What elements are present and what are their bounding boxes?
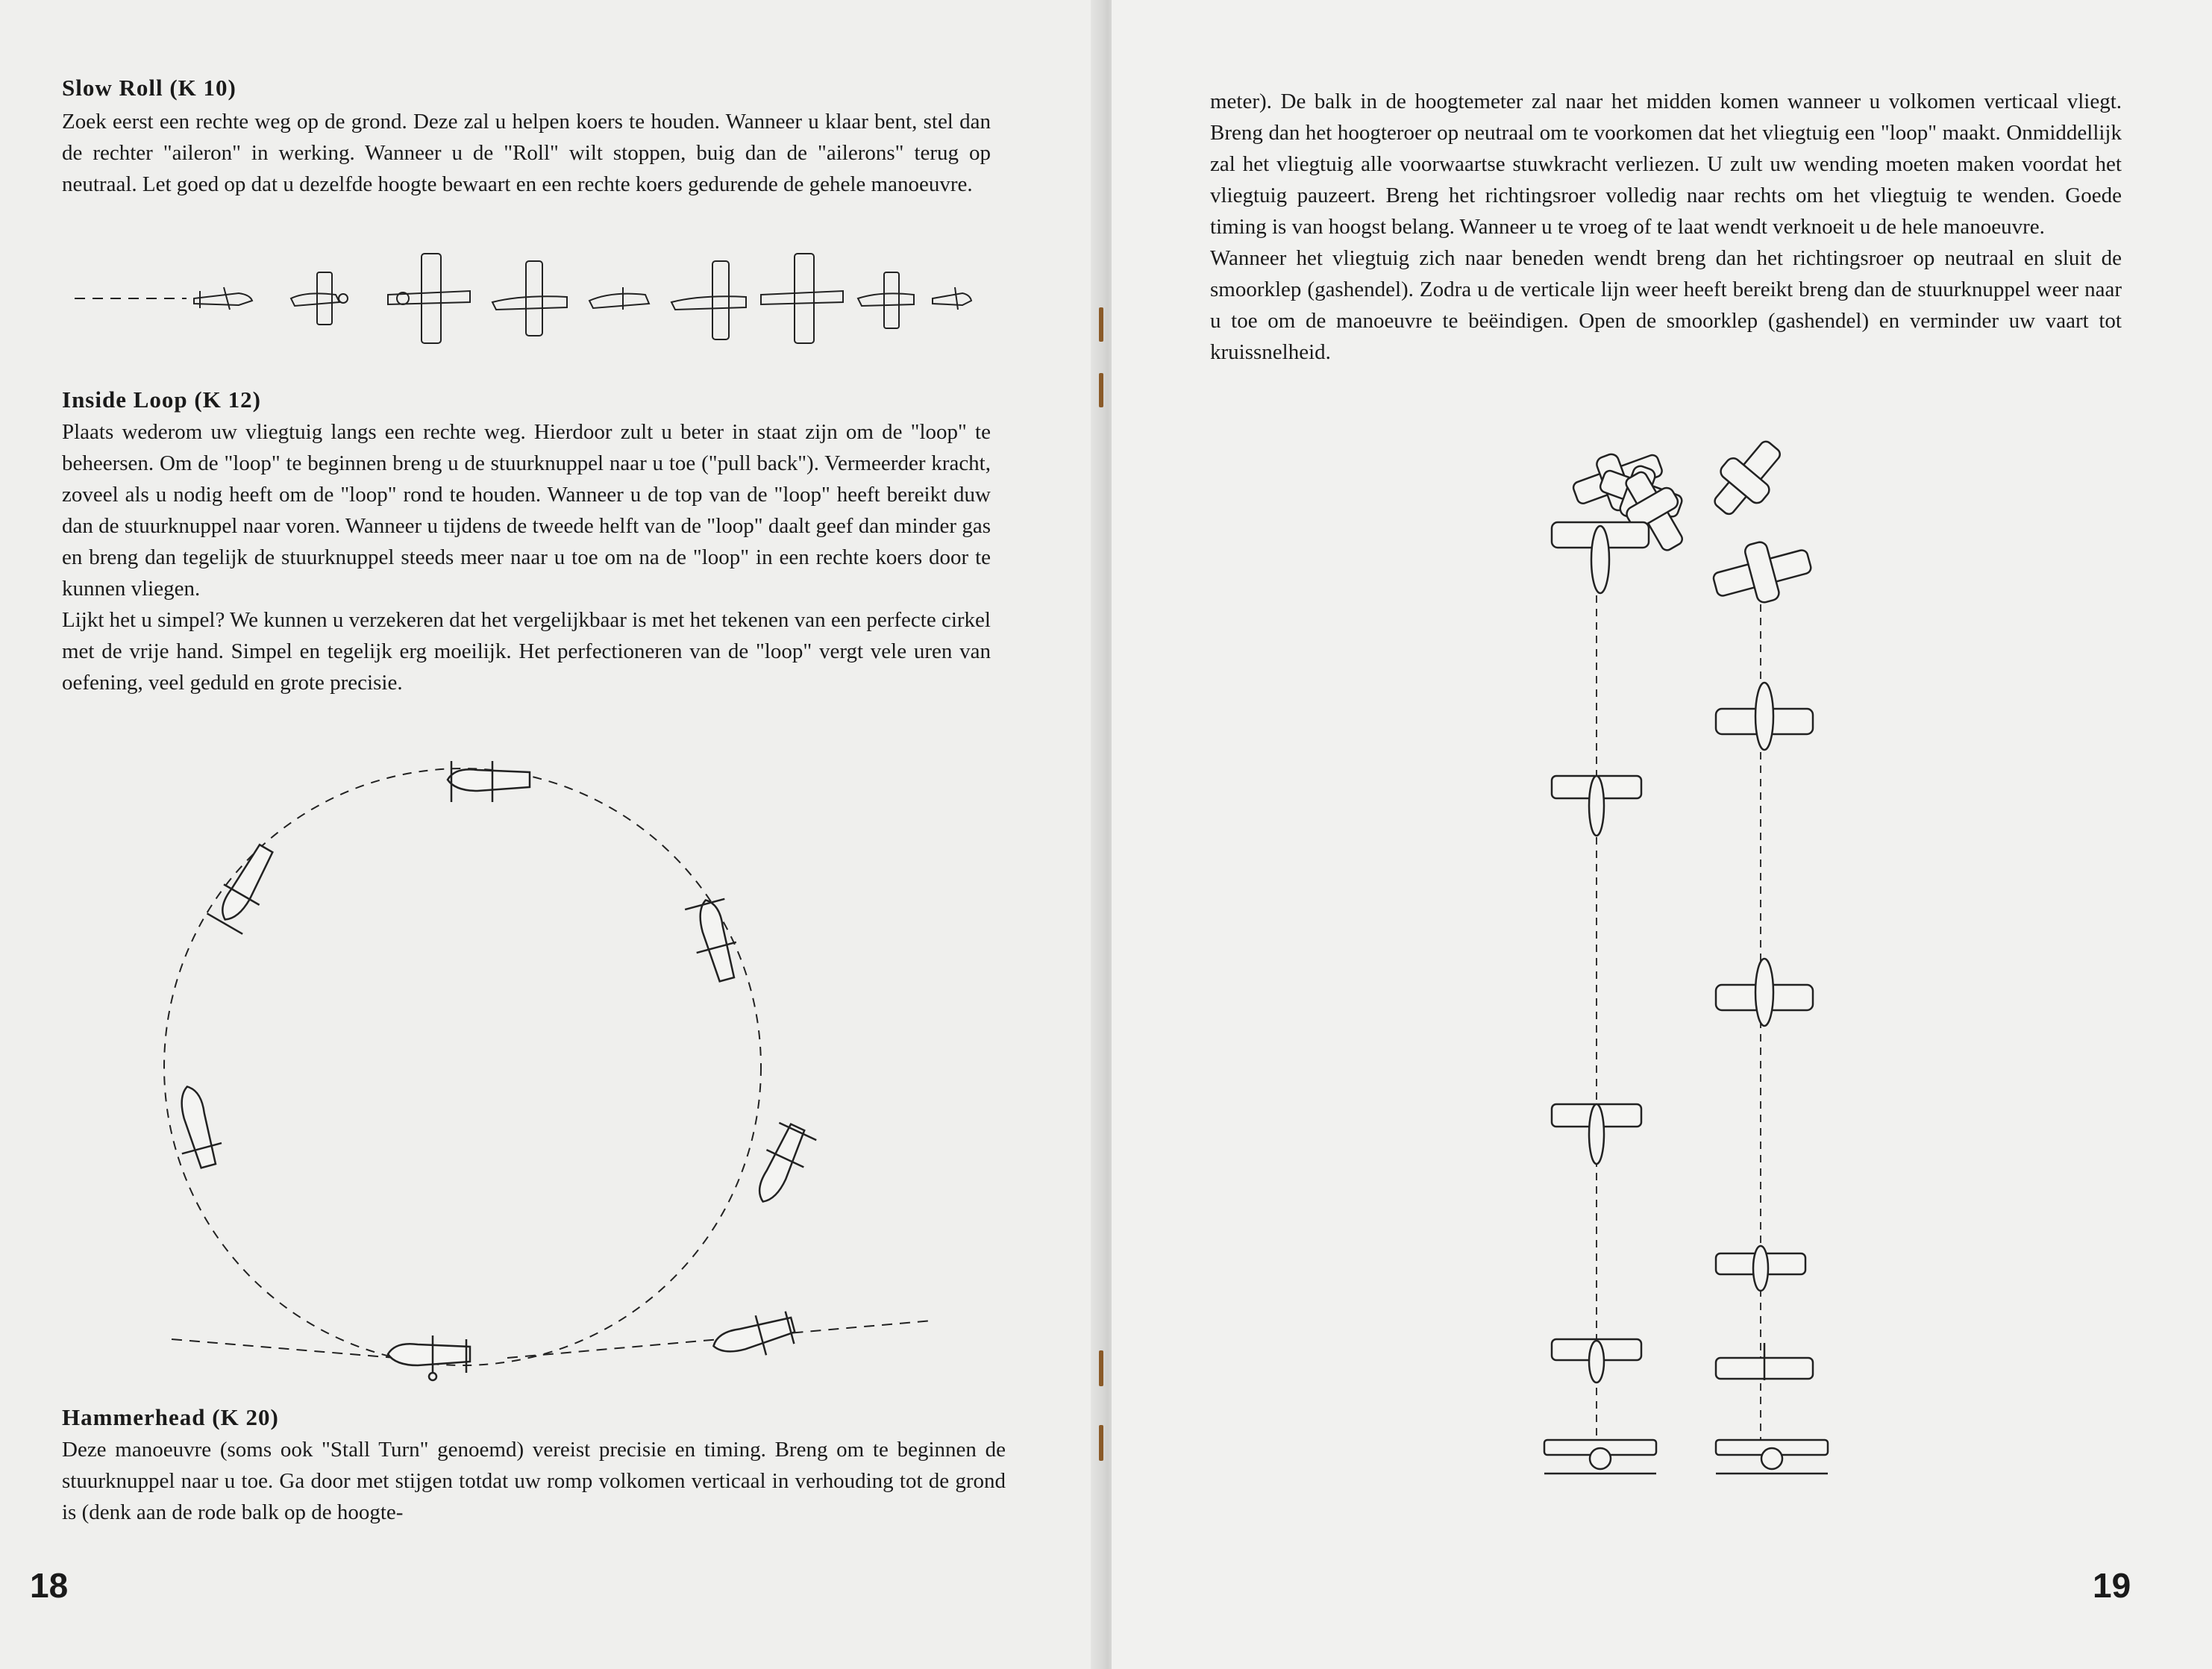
staple-4: [1099, 1425, 1103, 1461]
loop-plane-top: [448, 761, 530, 802]
staple-1: [1099, 307, 1103, 342]
loop-plane-left-low: [166, 1082, 227, 1171]
hammerhead-text: Deze manoeuvre (soms ook "Stall Turn" genoemd) vereist precisie en timing. Breng om te beginnen de stuurknuppel naar u toe. Ga door met stijgen totdat uw romp volkomen verticaal in verhouding tot de grond is (denk aan de rode balk op de hoogte-: [62, 1438, 1006, 1524]
loop-plane-right-high: [684, 895, 745, 985]
slow-roll-heading: Slow Roll (K 10): [62, 75, 236, 101]
right-page: [1112, 0, 2212, 1669]
hammer-down-3: [1716, 1246, 1805, 1291]
roll-plane-8: [858, 272, 914, 328]
slow-roll-diagram: [75, 254, 970, 351]
hammer-up-2: [1552, 776, 1641, 836]
left-page: [0, 0, 1097, 1669]
loop-plane-right-low: [746, 1119, 818, 1211]
roll-plane-5: [589, 287, 649, 310]
hammer-fan-4: [1701, 430, 1793, 526]
inside-loop-text: Plaats wederom uw vliegtuig langs een rechte weg. Hierdoor zult u beter in staat zijn om de "loop" te beheersen. Om de "loop" te beginnen breng u de stuurknuppel naar u toe ("pull back"). Vermeerder kracht, zoveel als u nodig heeft om de "loop" rond te houden. Wanneer u de top van de "loop" heeft bereikt duw dan de stuurknuppel naar voren. Wanneer u tijdens de tweede helft van de "loop" daalt geef dan minder gas en breng dan tegelijk de stuurknuppel steeds meer naar u toe om na de "loop" in een rechte koers door te kunnen vliegen. Lijkt het u simpel? We kunnen u verzekeren dat het vergelijkbaar is met het tekenen van een perfecte cirkel met de vrije hand. Simpel en tegelijk erg moeilijk. Het perfectioneren van de "loop" vergt vele uren van oefening, veel geduld en grote precisie.: [62, 420, 991, 695]
hammer-up-4: [1552, 1339, 1641, 1383]
loop-plane-lower-right: [709, 1307, 798, 1368]
ground-plane-right: [1716, 1440, 1828, 1474]
hammer-up-3: [1552, 1104, 1641, 1164]
hammer-down-1: [1716, 683, 1813, 750]
ground-plane-left: [1544, 1440, 1656, 1474]
hammer-fan-5: [1708, 531, 1817, 614]
page-number-right: 19: [2093, 1566, 2131, 1605]
roll-plane-1: [194, 287, 252, 310]
hammerhead-heading: Hammerhead (K 20): [62, 1404, 279, 1430]
roll-plane-7: [761, 254, 843, 343]
roll-plane-3: [388, 254, 470, 343]
inside-loop-diagram: [172, 754, 955, 1388]
roll-plane-2: [291, 272, 348, 325]
roll-plane-9: [933, 287, 971, 310]
slow-roll-text: Zoek eerst een rechte weg op de grond. Deze zal u helpen koers te houden. Wanneer u klaar bent, stel dan de rechter "aileron" in werking. Wanneer u de "Roll" wilt stoppen, buig dan de "ailerons" terug op neutraal. Let goed op dat u dezelfde hoogte bewaart en een rechte koers gedurende de gehele manoeuvre.: [62, 110, 991, 196]
hammer-down-2: [1716, 959, 1813, 1026]
hammer-up-top: [1552, 522, 1649, 593]
roll-plane-4: [492, 261, 567, 336]
roll-plane-6: [671, 261, 746, 339]
inside-loop-heading: Inside Loop (K 12): [62, 386, 261, 413]
staple-3: [1099, 1350, 1103, 1386]
loop-plane-bottom: [388, 1335, 470, 1380]
loop-plane-left-high: [207, 839, 286, 934]
page-number-left: 18: [30, 1566, 69, 1605]
hammer-down-4: [1716, 1343, 1813, 1380]
staple-2: [1099, 373, 1103, 407]
hammerhead-continued-text: meter). De balk in de hoogtemeter zal naar het midden komen wanneer u volkomen verticaal vliegt. Breng dan het hoogteroer op neutraal om te voorkomen dat het vliegtuig een "loop" maakt. Onmiddellijk zal het vliegtuig alle voorwaartse stuwkracht verliezen. U zult uw wending moeten maken voordat het vliegtuig pauzeert. Breng het richtingsroer volledig naar rechts om het vliegtuig te wenden. Goede timing is van hoogst belang. Wanneer u te vroeg of te laat wendt verknoeit u de hele manoeuvre. Wanneer het vliegtuig zich naar beneden wendt breng dan het richtingsroer op neutraal en sluit de smoorklep (gashendel). Zodra u de verticale lijn weer heeft bereikt breng dan de stuurknuppel weer naar u toe om de manoeuvre te beëindigen. Open de smoorklep (gashendel) en verminder uw vaart tot kruissnelheid.: [1210, 90, 2122, 364]
hammerhead-diagram: [1537, 448, 1925, 1485]
